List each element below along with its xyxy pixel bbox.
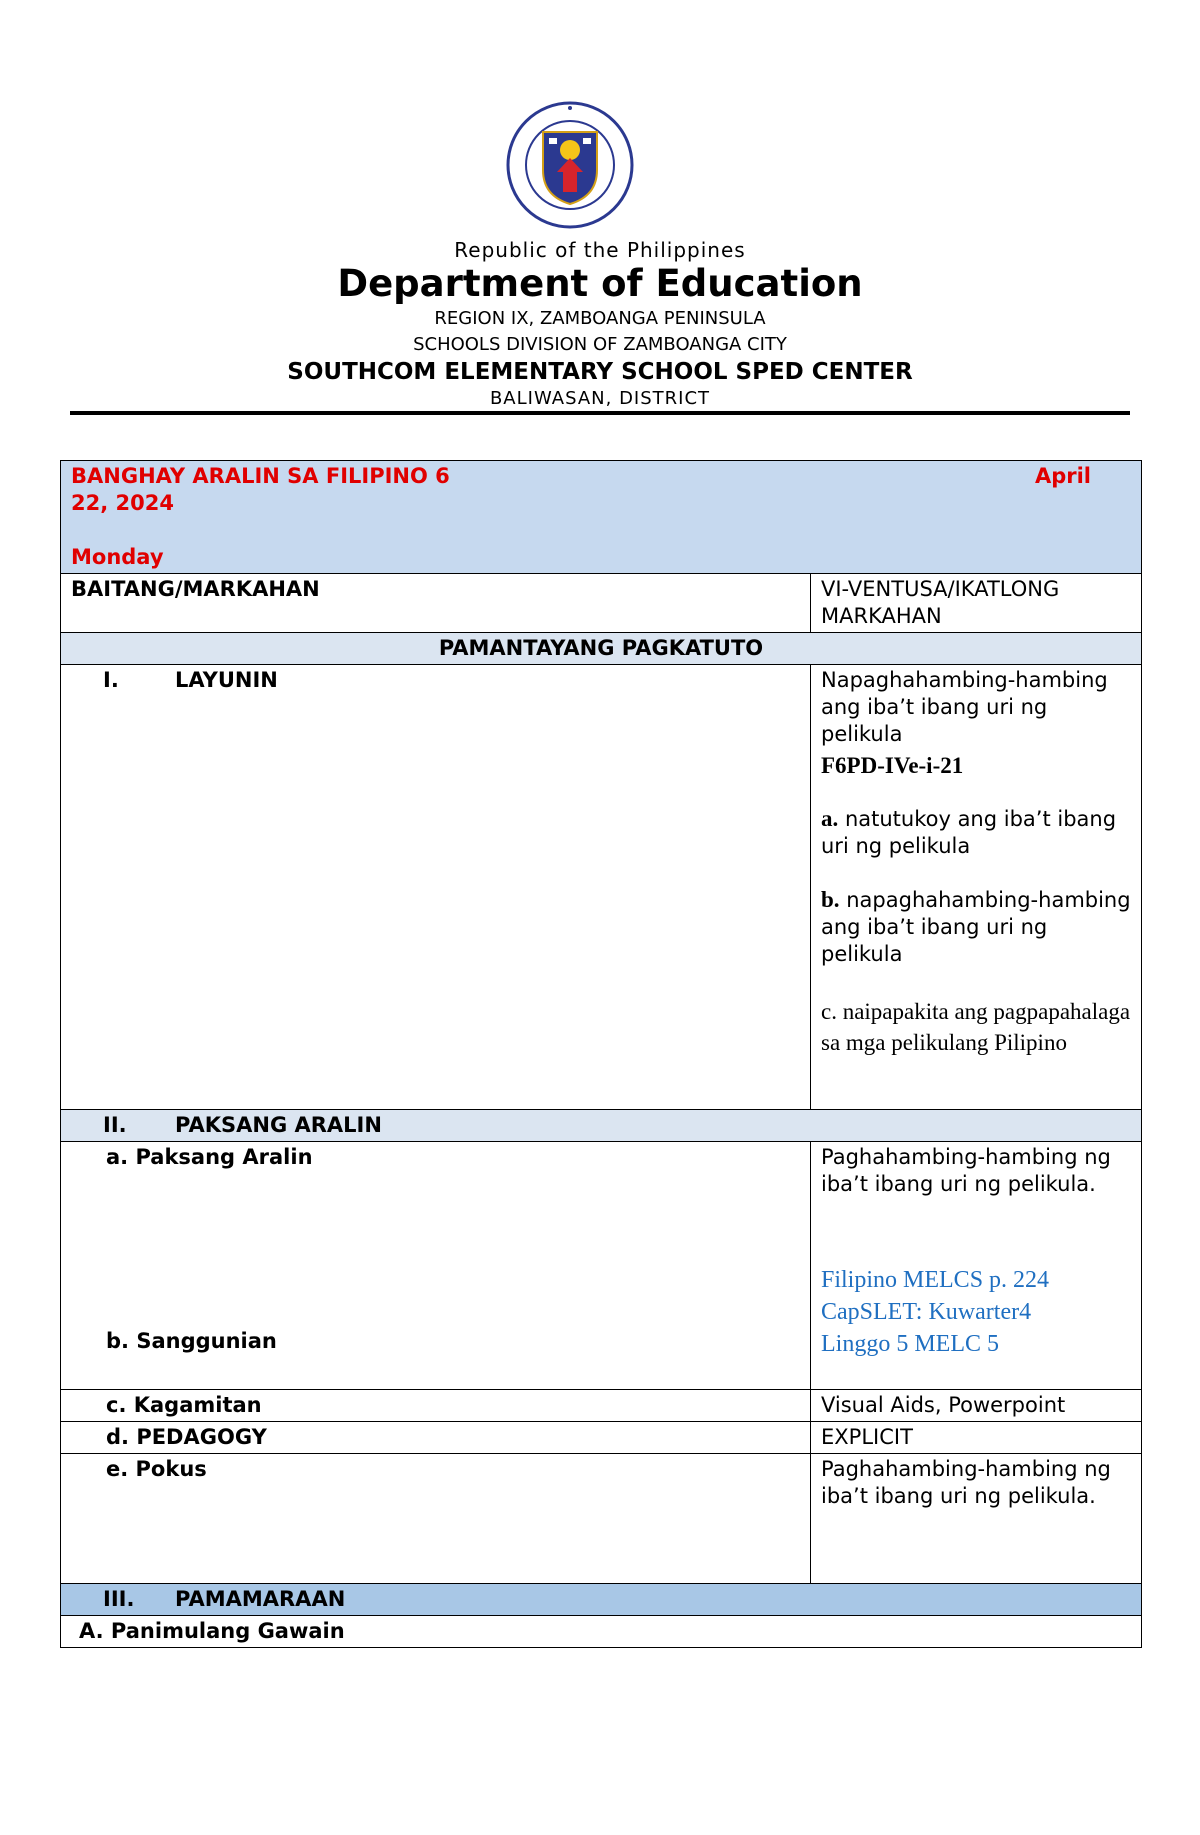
region-line: REGION IX, ZAMBOANGA PENINSULA [434,308,766,329]
grade-value: VI-VENTUSA/IKATLONG MARKAHAN [811,574,1142,633]
materials-value: Visual Aids, Powerpoint [811,1390,1142,1422]
procedure-numeral: III. [103,1587,135,1611]
header-divider [70,411,1130,415]
reference-week: Linggo 5 MELC 5 [821,1331,999,1357]
subject-topic-value: Paghahambing-hambing ng iba’t ibang uri ng pelikula. [821,1145,1111,1196]
plan-date-month: April [1034,464,1091,488]
school-name: SOUTHCOM ELEMENTARY SCHOOL SPED CENTER [287,359,913,385]
objectives-main: Napaghahambing-hambing ang iba’t ibang uri ng pelikula [821,668,1108,746]
procedure-header-row [61,1584,1142,1616]
district-line: BALIWASAN, DISTRICT [489,388,711,409]
title-row [61,461,1142,574]
objective-a-text: natutukoy ang iba’t ibang uri ng pelikula [821,807,1117,858]
standards-header: PAMANTAYANG PAGKATUTO [61,633,1142,665]
pedagogy-label: d. PEDAGOGY [106,1425,267,1449]
objective-a-letter: a. [821,806,839,831]
preliminary-row [61,1616,1142,1648]
pedagogy-value: EXPLICIT [811,1422,1142,1454]
subject-header-row [61,1110,1142,1142]
department-title: Department of Education [337,262,863,305]
focus-row [61,1454,1142,1584]
standards-header-row [61,633,1142,665]
plan-date-day-year: 22, 2024 [71,491,174,515]
reference-capslet: CapSLET: Kuwarter4 [821,1299,1032,1325]
competency-code: F6PD-IVe-i-21 [821,753,964,778]
materials-label: c. Kagamitan [106,1393,262,1417]
grade-label: BAITANG/MARKAHAN [61,574,811,633]
objectives-numeral: I. [103,668,119,692]
plan-weekday: Monday [71,545,164,569]
materials-row [61,1390,1142,1422]
grade-row [61,574,1142,633]
subject-numeral: II. [103,1113,127,1137]
focus-value: Paghahambing-hambing ng iba’t ibang uri ng pelikula. [811,1454,1142,1584]
plan-title: BANGHAY ARALIN SA FILIPINO 6 [71,464,450,488]
objective-b-letter: b. [821,887,840,912]
pedagogy-row [61,1422,1142,1454]
procedure-label: PAMAMARAAN [175,1587,346,1611]
subject-topic-label: a. Paksang Aralin [106,1145,313,1169]
preliminary-label: A. Panimulang Gawain [79,1619,345,1643]
reference-label: b. Sanggunian [106,1329,277,1353]
objectives-label: LAYUNIN [175,668,278,692]
subject-label: PAKSANG ARALIN [175,1113,382,1137]
subject-matter-row [61,1142,1142,1390]
division-line: SCHOOLS DIVISION OF ZAMBOANGA CITY [413,334,787,355]
objectives-row [61,665,1142,1110]
reference-melcs: Filipino MELCS p. 224 [821,1267,1050,1293]
lesson-plan-table [60,460,1142,1648]
objective-b-text: napaghahambing-hambing ang iba’t ibang uri ng pelikula [821,888,1131,966]
deped-seal-icon [505,100,635,230]
focus-label: e. Pokus [106,1457,207,1481]
republic-line: Republic of the Philippines [454,238,746,262]
objective-c-text: c. naipapakita ang pagpapahalaga sa mga pelikulang Pilipino [821,999,1131,1055]
